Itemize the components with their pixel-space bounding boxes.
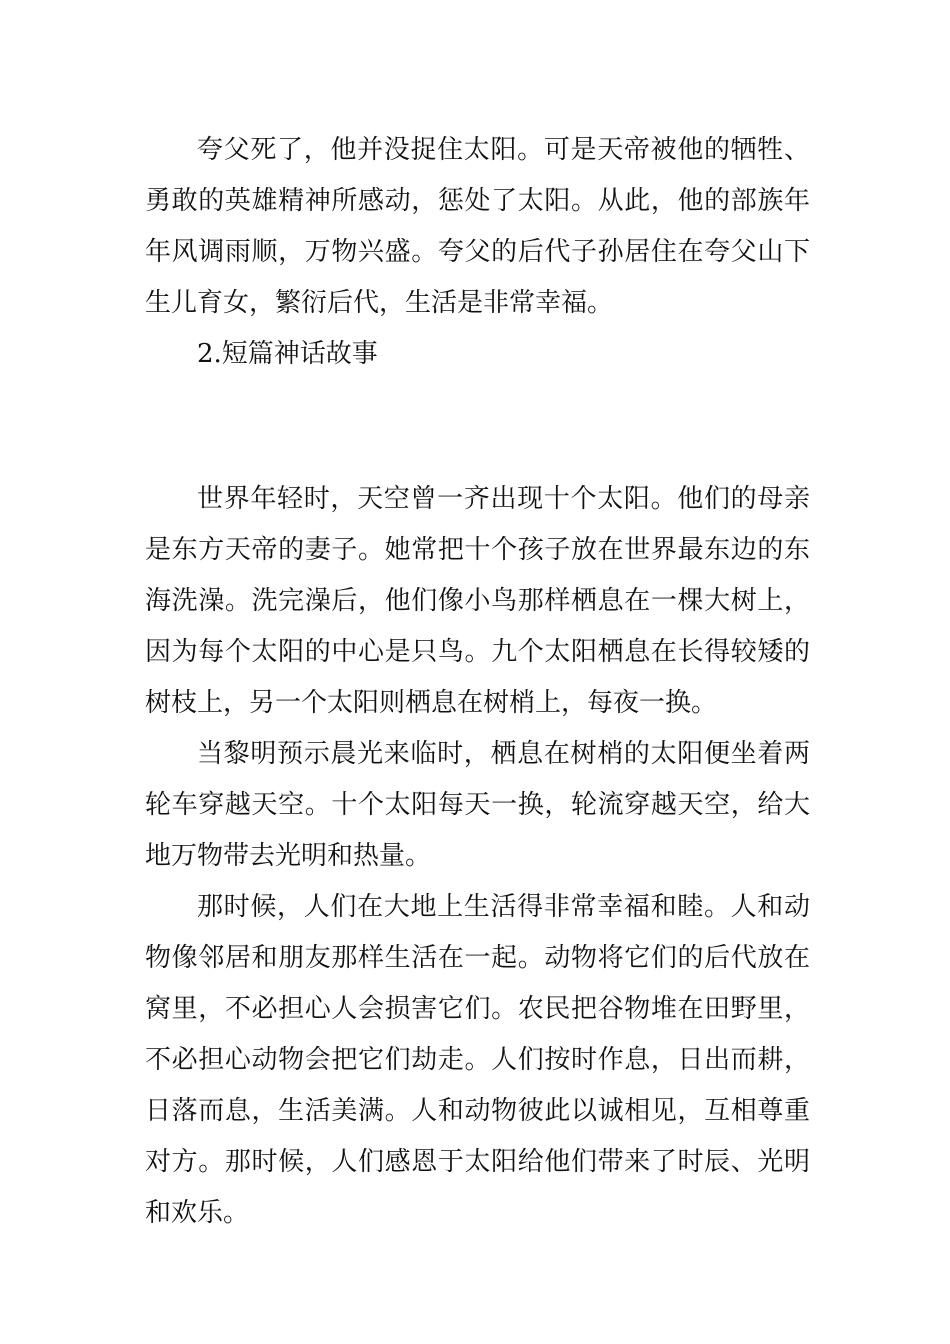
- top-text-block: [145, 125, 810, 380]
- paragraph-harmony: 那时候，人们在大地上生活得非常幸福和睦。人和动物像邻居和朋友那样生活在一起。动物将它们的后代放在窝里，不必担心人会损害它们。农民把谷物堆在田野里，不必担心动物会把它们劫走。人们按时作息，日出而耕，日落而息，生活美满。人和动物彼此以诚相见，互相尊重对方。那时候，人们感恩于太阳给他们带来了时辰、光明和欢乐。: [145, 892, 810, 1228]
- bottom-text-block: [145, 474, 810, 1239]
- paragraph-kuafu: 夸父死了，他并没捉住太阳。可是天帝被他的牺牲、勇敢的英雄精神所感动，惩处了太阳。从此，他的部族年年风调雨顺，万物兴盛。夸父的后代子孙居住在夸父山下生儿育女，繁衍后代，生活是非常幸福。: [145, 135, 810, 318]
- paragraph-dawn: 当黎明预示晨光来临时，栖息在树梢的太阳便坐着两轮车穿越天空。十个太阳每天一换，轮流穿越天空，给大地万物带去光明和热量。: [145, 739, 810, 871]
- paragraph-ten-suns: 世界年轻时，天空曾一齐出现十个太阳。他们的母亲是东方天帝的妻子。她常把十个孩子放在世界最东边的东海洗澡。洗完澡后，他们像小鸟那样栖息在一棵大树上，因为每个太阳的中心是只鸟。九个太阳栖息在长得较矮的树枝上，另一个太阳则栖息在树梢上，每夜一换。: [145, 484, 810, 718]
- section-heading: 2.短篇神话故事: [197, 339, 378, 369]
